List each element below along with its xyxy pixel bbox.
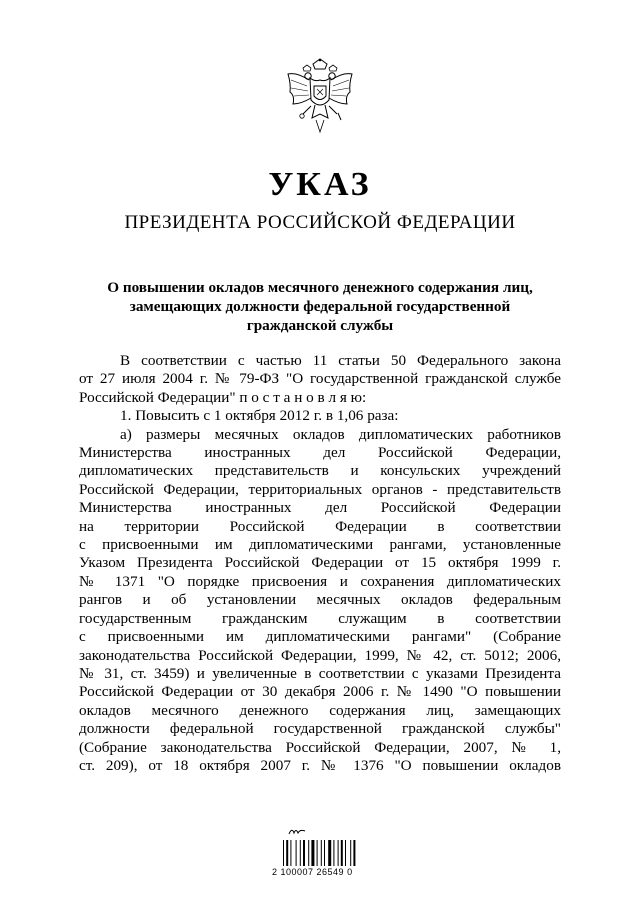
body-line: на территории Российской Федерации в соответствии [79, 517, 561, 535]
body-line: должности федеральной государственной гражданской службы" [79, 720, 561, 738]
handwritten-mark-icon [288, 826, 306, 836]
body-line: Министерства иностранных дел Российской Федерации, [79, 444, 561, 462]
body-line: Российской Федерации от 30 декабря 2006 г. № 1490 "О повышении [79, 683, 561, 701]
body-line: Министерства иностранных дел Российской Федерации [79, 499, 561, 517]
body-line: № 1371 "О порядке присвоения и сохранения дипломатических [79, 572, 561, 590]
body-line: с присвоенными им дипломатическими рангами, установленные [79, 536, 561, 554]
decree-issuer: ПРЕЗИДЕНТА РОССИЙСКОЙ ФЕДЕРАЦИИ [124, 212, 516, 233]
body-line: от 27 июля 2004 г. № 79-ФЗ "О государственной гражданской службе [79, 370, 561, 388]
body-line: с присвоенными им дипломатическими рангами" (Собрание [79, 628, 561, 646]
body-line: Российской Федерации, территориальных органов - представительств [79, 480, 561, 498]
body-line: В соответствии с частью 11 статьи 50 Федерального закона [120, 352, 561, 369]
decree-title: УКАЗ [268, 166, 372, 203]
heading-line: замещающих должности федеральной государственной [129, 298, 511, 315]
body-line: 1. Повысить с 1 октября 2012 г. в 1,06 раза: [120, 407, 399, 425]
barcode-number: 2 100007 26549 0 [272, 867, 353, 877]
body-line: государственным гражданским служащим в соответствии [79, 609, 561, 627]
body-line: а) размеры месячных окладов дипломатических работников [120, 425, 561, 443]
body-line: законодательства Российской Федерации, 1999, № 42, ст. 5012; 2006, [79, 646, 561, 664]
body-line: № 31, ст. 3459) и увеличенные в соответствии с указами Президента [79, 664, 561, 682]
body-line: ст. 209), от 18 октября 2007 г. № 1376 "О повышении окладов [79, 756, 561, 774]
decree-body [79, 352, 561, 775]
heading-line: гражданской службы [246, 317, 394, 334]
body-line: окладов месячного денежного содержания лиц, замещающих [79, 701, 561, 719]
body-line: (Собрание законодательства Российской Федерации, 2007, № 1, [79, 738, 561, 756]
decree-heading [100, 278, 540, 335]
coat-of-arms-emblem [285, 58, 355, 138]
body-line: Российской Федерации" п о с т а н о в л я ю: [79, 388, 367, 406]
heading-line: О повышении окладов месячного денежного содержания лиц, [107, 279, 533, 296]
body-line: рангов и об установлении месячных окладов федеральным [79, 591, 561, 609]
barcode-icon [282, 840, 364, 866]
body-line: дипломатических представительств и консульских учреждений [79, 462, 561, 480]
body-line: Указом Президента Российской Федерации от 15 октября 1999 г. [79, 554, 561, 572]
